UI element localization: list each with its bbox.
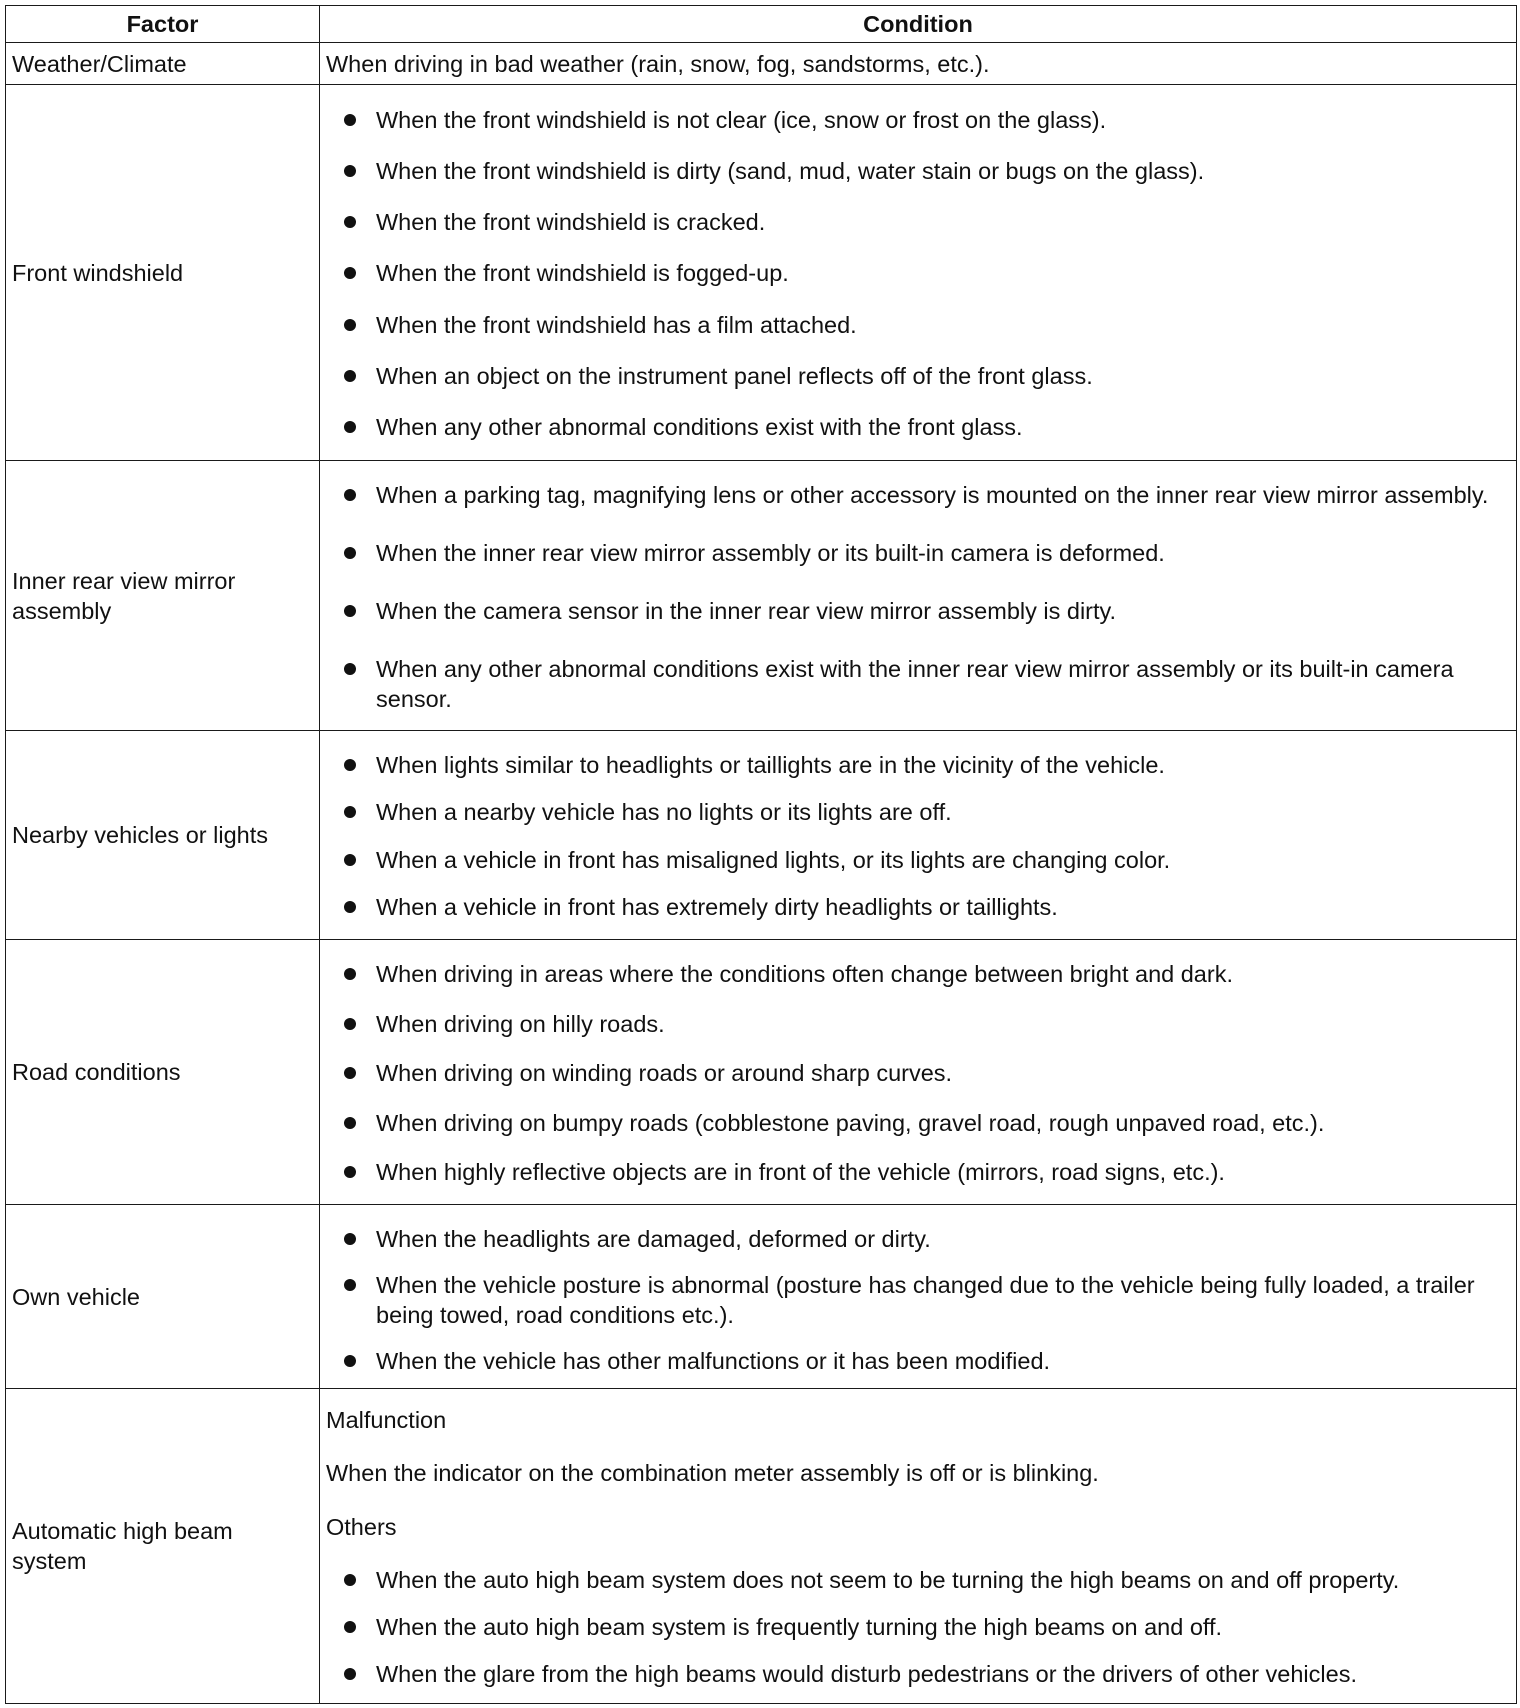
list-item: When the front windshield is cracked. [326,207,1510,237]
bullet-icon [344,901,356,913]
bullet-icon [344,165,356,177]
table-row [6,85,1517,461]
list-item: When the vehicle has other malfunctions or it has been modified. [326,1346,1510,1376]
bullet-icon [344,968,356,980]
condition-cell [320,85,1517,461]
list-item: When the camera sensor in the inner rear view mirror assembly is dirty. [326,596,1510,626]
factor-cell: Front windshield [6,85,320,461]
condition-cell [320,43,1517,85]
table-row [6,43,1517,85]
list-item: When driving on hilly roads. [326,1009,1510,1039]
bullet-icon [344,370,356,382]
table-row [6,1389,1517,1704]
factor-cell: Road conditions [6,940,320,1205]
bullet-icon [344,1018,356,1030]
header-factor: Factor [6,6,320,43]
condition-cell [320,461,1517,731]
list-item: When any other abnormal conditions exist with the inner rear view mirror assembly or its built-in camera sensor. [326,654,1510,714]
table-row [6,731,1517,940]
list-item: When the front windshield is not clear (ice, snow or frost on the glass). [326,105,1510,135]
header-condition: Condition [320,6,1517,43]
list-item: When a nearby vehicle has no lights or its lights are off. [326,797,1510,827]
bullet-icon [344,1279,356,1291]
list-item: When the front windshield has a film attached. [326,310,1510,340]
condition-subheading: Others [326,1513,397,1540]
condition-text: When the indicator on the combination meter assembly is off or is blinking. [326,1460,1099,1487]
bullet-icon [344,114,356,126]
list-item: When driving on winding roads or around sharp curves. [326,1058,1510,1088]
list-item: When driving in areas where the conditions often change between bright and dark. [326,959,1510,989]
factor-cell: Own vehicle [6,1205,320,1389]
list-item: When the front windshield is fogged-up. [326,258,1510,288]
bullet-icon [344,547,356,559]
bullet-icon [344,1166,356,1178]
bullet-icon [344,421,356,433]
factor-cell: Weather/Climate [6,43,320,85]
list-item: When the front windshield is dirty (sand, mud, water stain or bugs on the glass). [326,156,1510,186]
bullet-icon [344,1574,356,1586]
bullet-icon [344,663,356,675]
bullet-icon [344,489,356,501]
bullet-icon [344,1117,356,1129]
bullet-icon [344,1067,356,1079]
condition-text: When driving in bad weather (rain, snow, fog, sandstorms, etc.). [326,50,990,77]
list-item: When the inner rear view mirror assembly or its built-in camera is deformed. [326,538,1510,568]
bullet-icon [344,759,356,771]
bullet-icon [344,216,356,228]
bullet-icon [344,854,356,866]
bullet-icon [344,1621,356,1633]
list-item: When a parking tag, magnifying lens or other accessory is mounted on the inner rear view mirror assembly. [326,480,1510,510]
table-row [6,940,1517,1205]
list-item: When an object on the instrument panel reflects off of the front glass. [326,361,1510,391]
list-item: When the vehicle posture is abnormal (posture has changed due to the vehicle being fully loaded, a trailer being towed, road conditions etc.). [326,1270,1510,1330]
condition-cell [320,1389,1517,1704]
factors-table [5,5,1517,1704]
list-item: When driving on bumpy roads (cobblestone paving, gravel road, rough unpaved road, etc.). [326,1108,1510,1138]
condition-cell [320,940,1517,1205]
header-row [6,6,1517,43]
list-item: When highly reflective objects are in front of the vehicle (mirrors, road signs, etc.). [326,1157,1510,1187]
bullet-icon [344,1668,356,1680]
list-item: When lights similar to headlights or taillights are in the vicinity of the vehicle. [326,750,1510,780]
bullet-icon [344,1233,356,1245]
list-item: When a vehicle in front has extremely dirty headlights or taillights. [326,892,1510,922]
condition-cell [320,1205,1517,1389]
bullet-icon [344,267,356,279]
list-item: When the glare from the high beams would disturb pedestrians or the drivers of other vehicles. [326,1659,1510,1689]
list-item: When a vehicle in front has misaligned lights, or its lights are changing color. [326,845,1510,875]
list-item: When the auto high beam system does not seem to be turning the high beams on and off property. [326,1565,1510,1595]
table-row [6,1205,1517,1389]
bullet-icon [344,319,356,331]
list-item: When the auto high beam system is frequently turning the high beams on and off. [326,1612,1510,1642]
bullet-icon [344,806,356,818]
bullet-icon [344,605,356,617]
list-item: When the headlights are damaged, deformed or dirty. [326,1224,1510,1254]
factor-cell: Inner rear view mirror assembly [6,461,320,731]
table-row [6,461,1517,731]
factor-cell: Nearby vehicles or lights [6,731,320,940]
condition-cell [320,731,1517,940]
condition-subheading: Malfunction [326,1407,447,1433]
factor-cell: Automatic high beam system [6,1389,320,1704]
bullet-icon [344,1355,356,1367]
list-item: When any other abnormal conditions exist with the front glass. [326,412,1510,442]
